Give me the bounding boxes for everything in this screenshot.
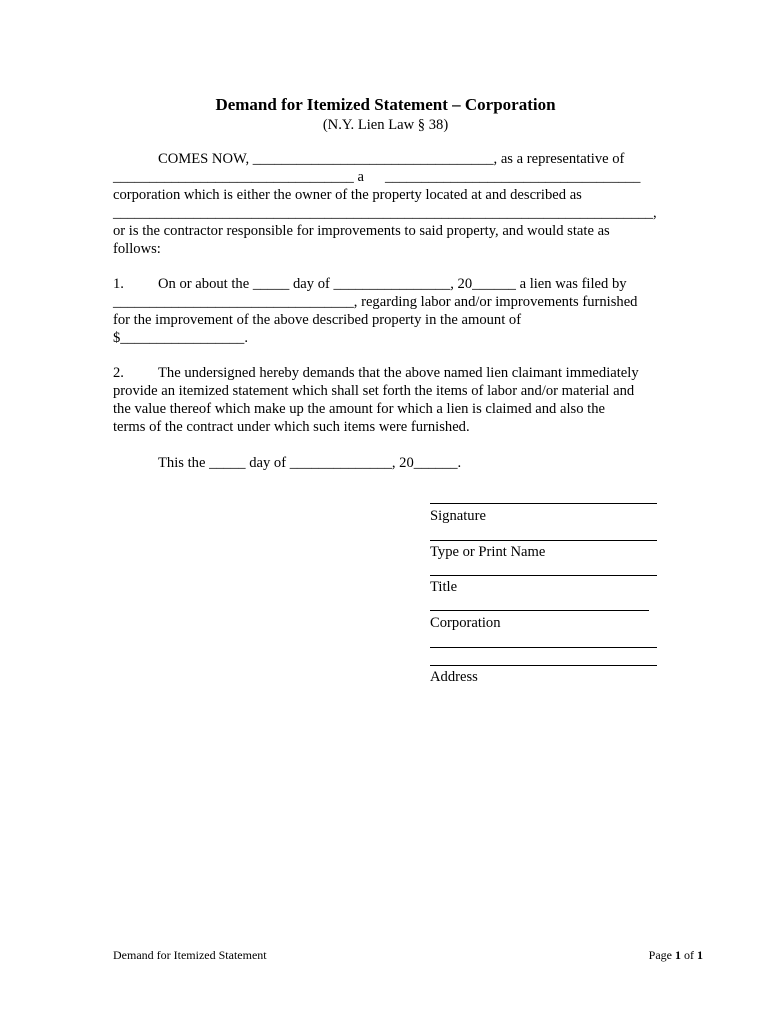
intro-line-2b: ___________________________________ xyxy=(385,169,641,185)
page-of: of xyxy=(681,948,697,962)
para1-line-3: for the improvement of the above described property in the amount of xyxy=(113,312,522,328)
title-line xyxy=(430,575,657,576)
para2-line-2: provide an itemized statement which shall set forth the items of labor and/or material and xyxy=(113,383,635,399)
corporation-line xyxy=(430,610,649,611)
document-page xyxy=(113,0,703,1024)
intro-line-4: __________________________________________________________________________, xyxy=(113,205,657,221)
para2-line-1: The undersigned hereby demands that the above named lien claimant immediately xyxy=(158,365,639,381)
address-line-1 xyxy=(430,647,657,648)
corporation-label: Corporation xyxy=(430,615,501,631)
intro-line-3: corporation which is either the owner of the property located at and described as xyxy=(113,187,582,203)
signature-label: Signature xyxy=(430,508,486,524)
intro-line-5: or is the contractor responsible for improvements to said property, and would state as xyxy=(113,223,610,239)
intro-line-2a: _________________________________ a xyxy=(113,169,368,185)
para2-line-4: terms of the contract under which such items were furnished. xyxy=(113,419,470,435)
para1-line-1: On or about the _____ day of ________________, 20______ a lien was filed by xyxy=(158,276,627,292)
address-label: Address xyxy=(430,669,478,685)
page-prefix: Page xyxy=(648,948,675,962)
intro-line-6: follows: xyxy=(113,241,161,257)
intro-line-1: COMES NOW, _________________________________, as a representative of xyxy=(158,151,625,167)
para1-line-2: _________________________________, regarding labor and/or improvements furnished xyxy=(113,294,638,310)
para2-line-3: the value thereof which make up the amount for which a lien is claimed and also the xyxy=(113,401,605,417)
dated-line: This the _____ day of ______________, 20______. xyxy=(158,455,462,471)
name-label: Type or Print Name xyxy=(430,544,546,560)
page-total: 1 xyxy=(697,948,703,962)
address-line-2 xyxy=(430,665,657,666)
document-title: Demand for Itemized Statement – Corporation xyxy=(215,95,556,114)
footer-title: Demand for Itemized Statement xyxy=(113,948,267,962)
signature-line xyxy=(430,503,657,504)
para1-line-4: $_________________. xyxy=(113,330,248,346)
para1-number: 1. xyxy=(113,276,124,292)
page-number xyxy=(649,948,703,962)
document-subtitle: (N.Y. Lien Law § 38) xyxy=(322,117,449,133)
page-current: 1 xyxy=(675,948,681,962)
name-line xyxy=(430,540,657,541)
title-label: Title xyxy=(430,579,458,595)
para2-number: 2. xyxy=(113,365,124,381)
